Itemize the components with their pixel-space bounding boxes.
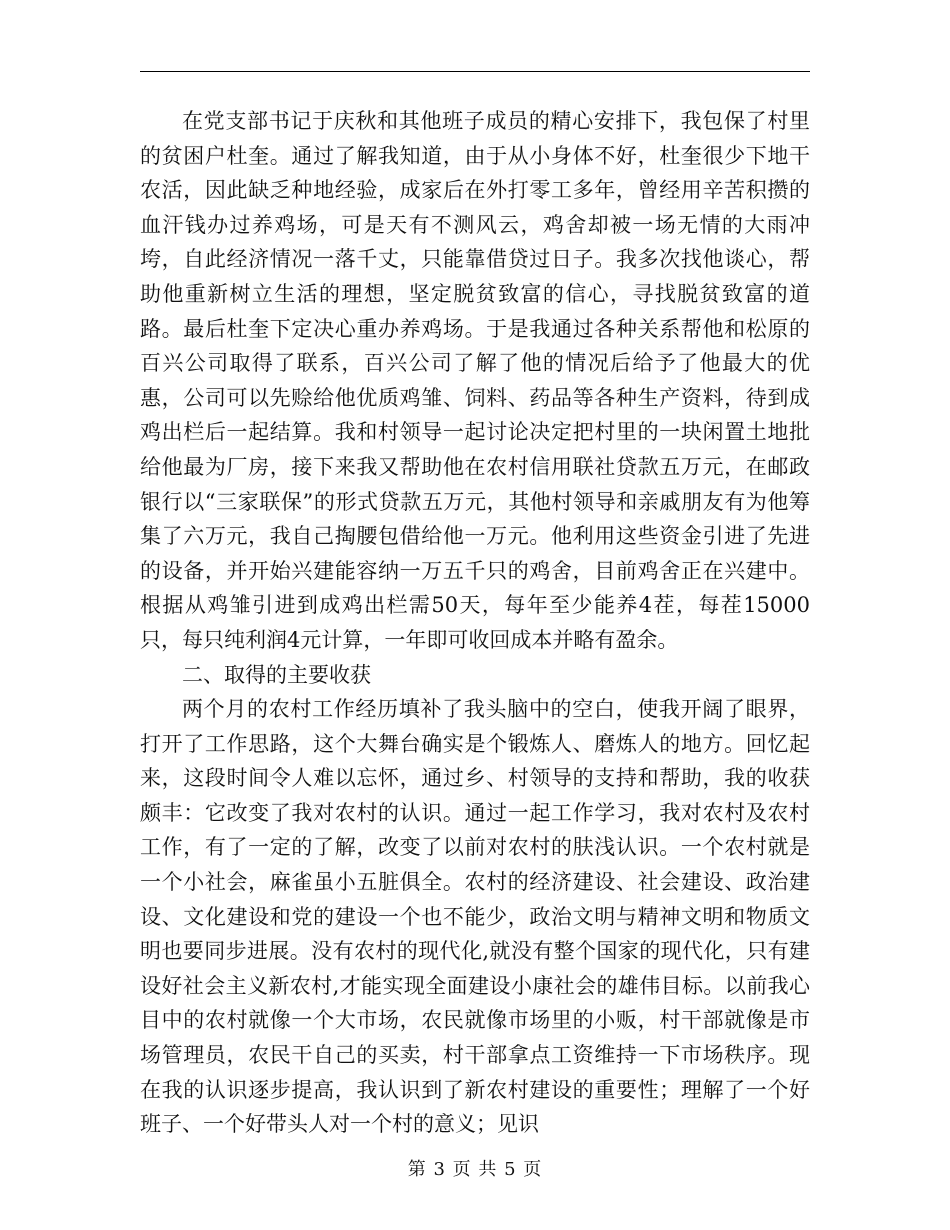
- document-body: [140, 104, 810, 1142]
- section-heading: 二、取得的主要收获: [182, 662, 371, 687]
- paragraph: 两个月的农村工作经历填补了我头脑中的空白，使我开阔了眼界，打开了工作思路，这个大舞台确实是个锻炼人、磨炼人的地方。回忆起来，这段时间令人难以忘怀，通过乡、村领导的支持和帮助，我的收获颇丰：它改变了我对农村的认识。通过一起工作学习，我对农村及农村工作，有了一定的了解，改变了以前对农村的肤浅认识。一个农村就是一个小社会，麻雀虽小五脏俱全。农村的经济建设、社会建设、政治建设、文化建设和党的建设一个也不能少，政治文明与精神文明和物质文明也要同步进展。没有农村的现代化,就没有整个国家的现代化，只有建设好社会主义新农村,才能实现全面建设小康社会的雄伟目标。以前我心目中的农村就像一个大市场，农民就像市场里的小贩，村干部就像是市场管理员，农民干自己的买卖，村干部拿点工资维持一下市场秩序。现在我的认识逐步提高，我认识到了新农村建设的重要性；理解了一个好班子、一个好带头人对一个村的意义；见识: [140, 697, 810, 1137]
- paragraph: 在党支部书记于庆秋和其他班子成员的精心安排下，我包保了村里的贫困户杜奎。通过了解我知道，由于从小身体不好，杜奎很少下地干农活，因此缺乏种地经验，成家后在外打零工多年，曾经用辛苦积攒的血汗钱办过养鸡场，可是天有不测风云，鸡舍却被一场无情的大雨冲垮，自此经济情况一落千丈，只能靠借贷过日子。我多次找他谈心，帮助他重新树立生活的理想，坚定脱贫致富的信心，寻找脱贫致富的道路。最后杜奎下定决心重办养鸡场。于是我通过各种关系帮他和松原的百兴公司取得了联系，百兴公司了解了他的情况后给予了他最大的优惠，公司可以先赊给他优质鸡雏、饲料、药品等各种生产资料，待到成鸡出栏后一起结算。我和村领导一起讨论决定把村里的一块闲置土地批给他最为厂房，接下来我又帮助他在农村信用联社贷款五万元，在邮政银行以“三家联保”的形式贷款五万元，其他村领导和亲戚朋友有为他筹集了六万元，我自己掏腰包借给他一万元。他利用这些资金引进了先进的设备，并开始兴建能容纳一万五千只的鸡舍，目前鸡舍正在兴建中。根据从鸡雏引进到成鸡出栏需50天，每年至少能养4茬，每茬15000只，每只纯利润4元计算，一年即可收回成本并略有盈余。: [140, 109, 810, 652]
- header-rule: [140, 71, 810, 72]
- page-footer: 第 3 页 共 5 页: [407, 1159, 543, 1180]
